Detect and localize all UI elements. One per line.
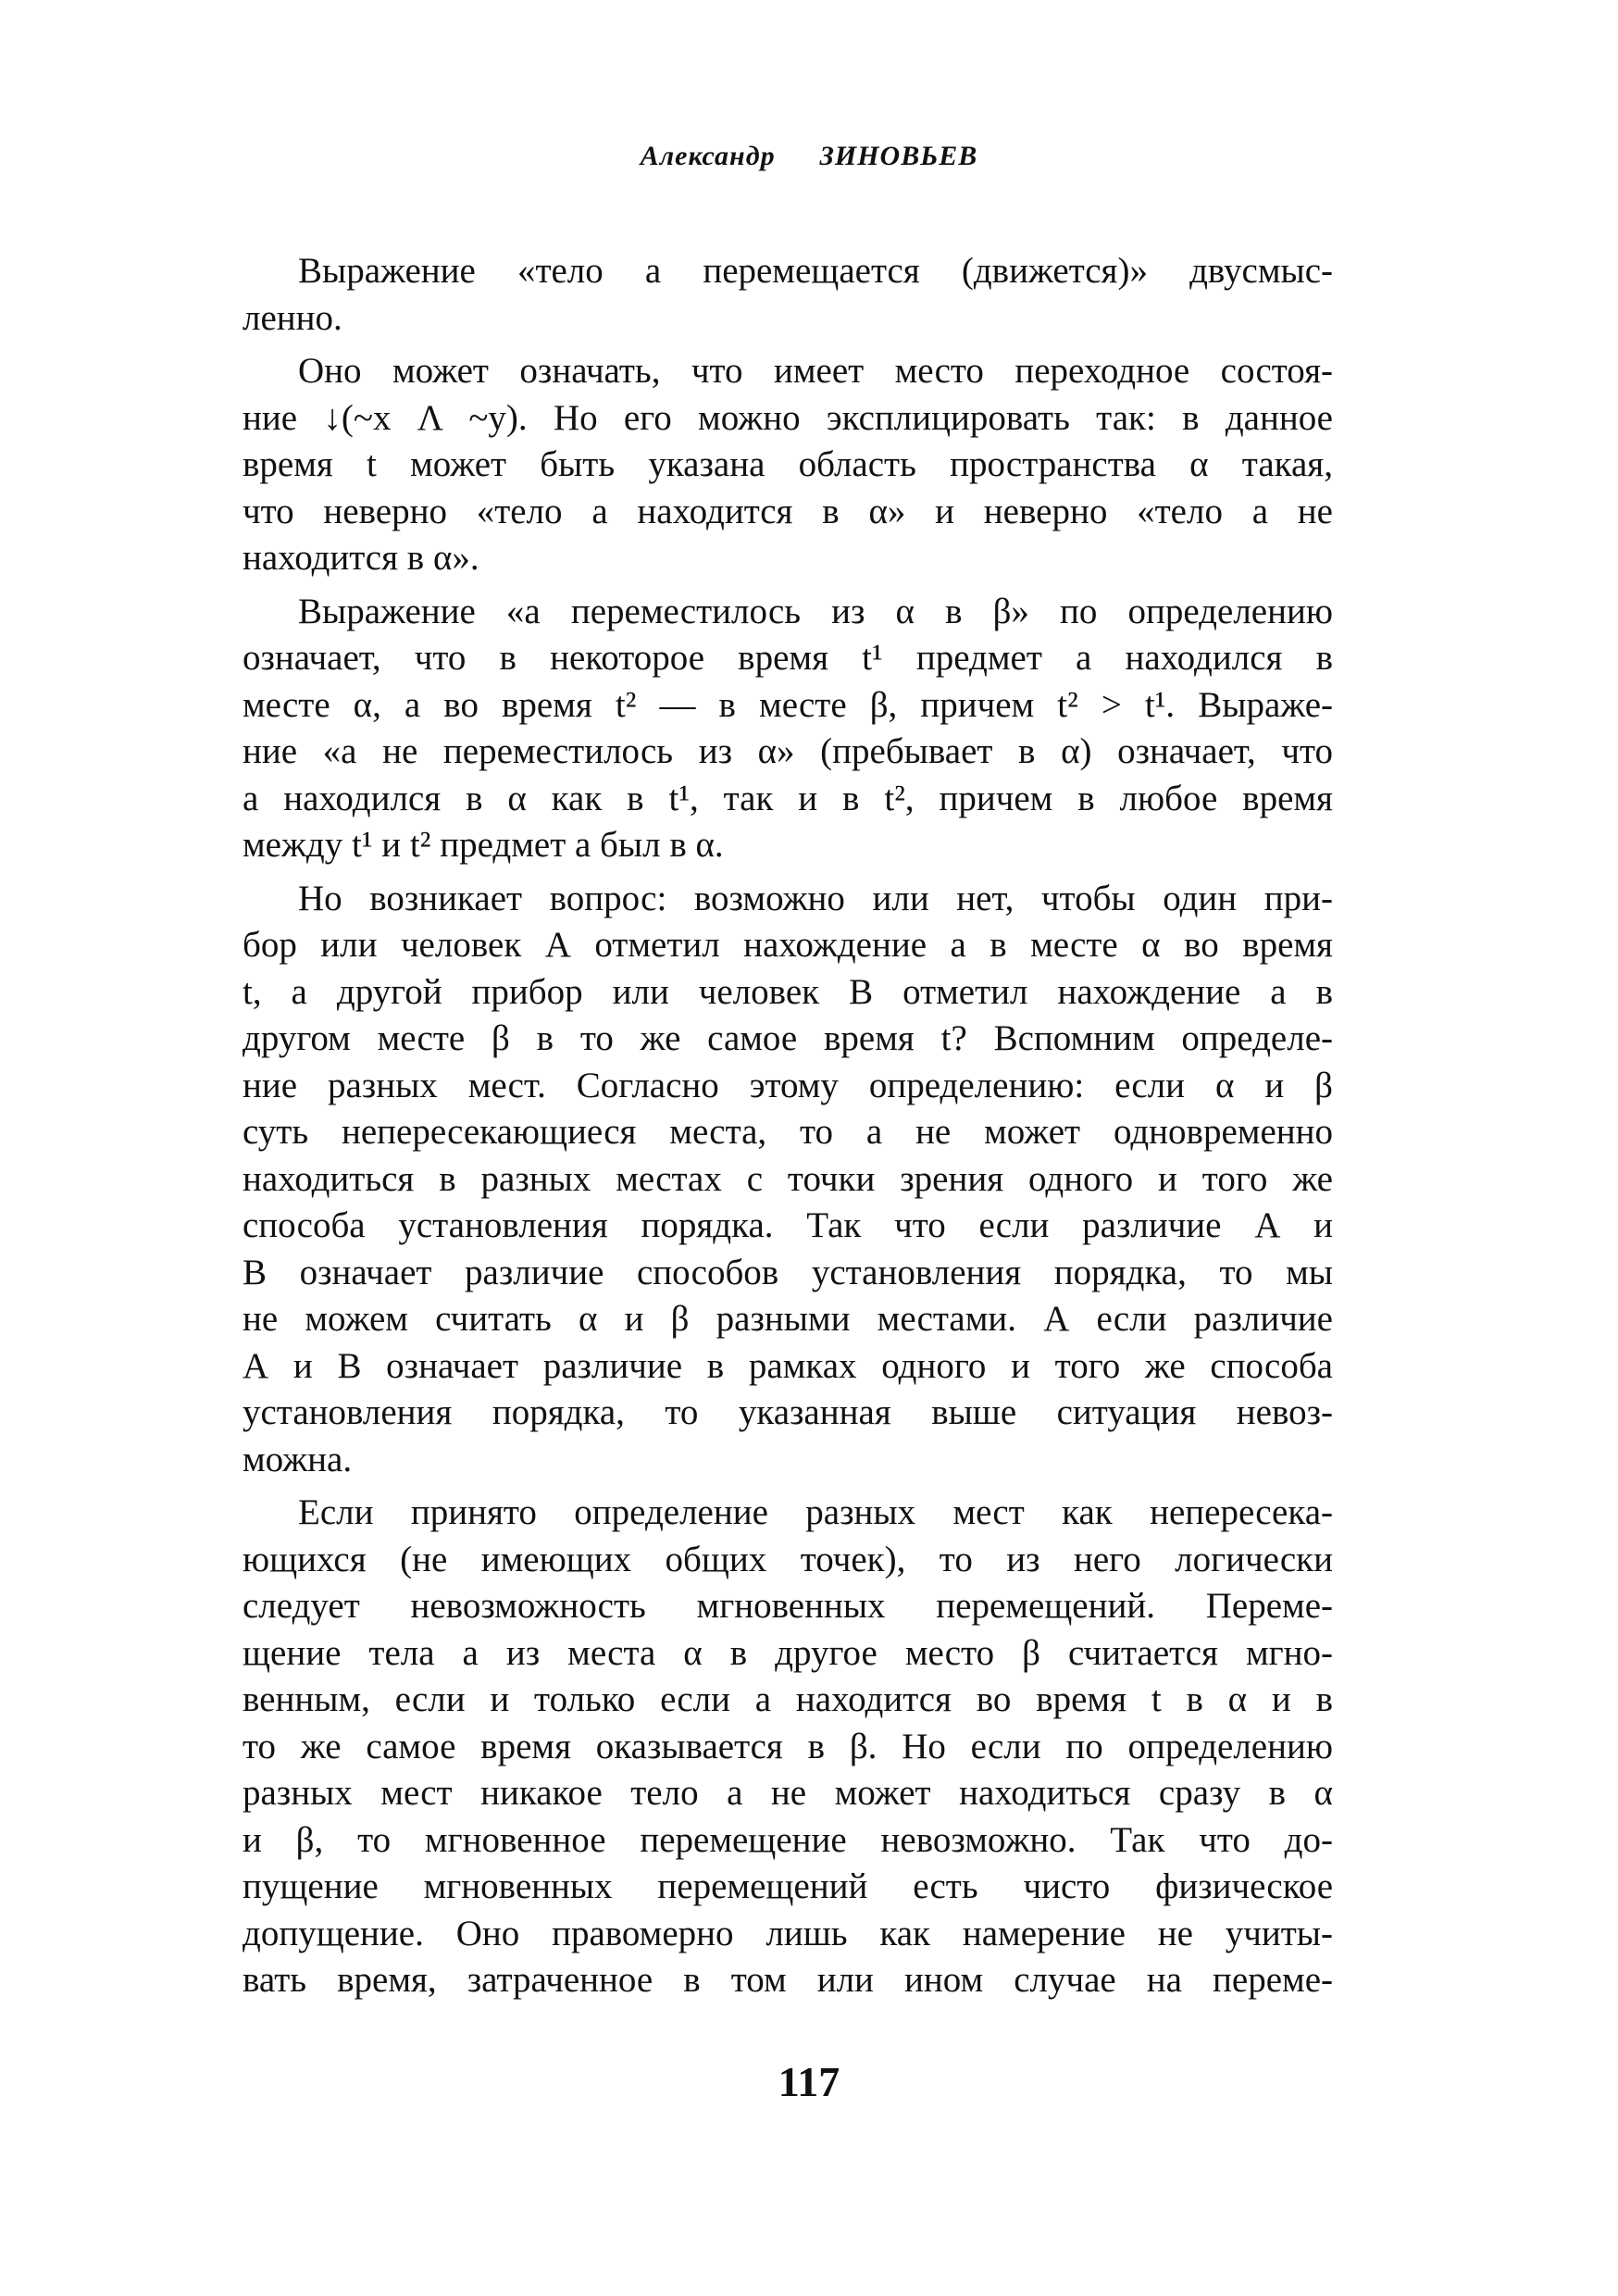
text-line: вать время, затраченное в том или ином случае на переме- [243,1960,1333,2000]
text-line: суть непересекающиеся места, то а не может одновременно [243,1112,1333,1152]
text-line: а находился в α как в t¹, так и в t², причем в любое время [243,778,1333,818]
text-line: венным, если и только если а находится во время t в α и в [243,1679,1333,1719]
text-line: пущение мгновенных перемещений есть чисто физическое [243,1866,1333,1906]
text-line: то же самое время оказывается в β. Но если по определению [243,1726,1333,1766]
text-line: способа установления порядка. Так что если различие А и [243,1205,1333,1245]
text-line: Оно может означать, что имеет место переходное состоя- [298,351,1333,391]
paragraph [243,1490,1333,2004]
text-line: бор или человек А отметил нахождение а в месте α во время [243,925,1333,965]
author-first-name: Александр [640,141,776,171]
running-head [0,141,1618,172]
text-line: В означает различие способов установления порядка, то мы [243,1252,1333,1292]
paragraph [243,348,1333,582]
text-line: t, а другой прибор или человек В отметил нахождение а в [243,971,1333,1012]
text-line: не можем считать α и β разными местами. А если различие [243,1299,1333,1339]
text-line: ленно. [243,297,342,338]
text-line: находиться в разных местах с точки зрения одного и того же [243,1158,1333,1199]
text-line: другом месте β в то же самое время t? Вспомним определе- [243,1018,1333,1058]
text-line: разных мест никакое тело а не может находиться сразу в α [243,1773,1333,1813]
text-line: между t¹ и t² предмет а был в α. [243,825,724,865]
text-line: установления порядка, то указанная выше ситуация невоз- [243,1392,1333,1432]
text-line: Но возникает вопрос: возможно или нет, чтобы один при- [298,878,1333,918]
text-line: ющихся (не имеющих общих точек), то из него логически [243,1539,1333,1579]
paragraph [243,589,1333,869]
page-number: 117 [778,2058,840,2105]
text-line: Если принято определение разных мест как непересека- [298,1492,1333,1532]
paragraph [243,248,1333,342]
author-last-name: ЗИНОВЬЕВ [819,141,978,171]
text-line: допущение. Оно правомерно лишь как намерение не учиты- [243,1913,1333,1953]
text-line: означает, что в некоторое время t¹ предмет а находился в [243,638,1333,678]
paragraph [243,876,1333,1484]
text-line: щение тела а из места α в другое место β считается мгно- [243,1632,1333,1673]
text-line: ние «а не переместилось из α» (пребывает в α) означает, что [243,731,1333,771]
text-line: месте α, а во время t² — в месте β, причем t² > t¹. Выраже- [243,684,1333,725]
text-line: находится в α». [243,538,479,578]
text-line: что неверно «тело а находится в α» и неверно «тело а не [243,491,1333,531]
text-line: время t может быть указана область пространства α такая, [243,444,1333,484]
text-line: ние ↓(~x Λ ~y). Но его можно эксплицировать так: в данное [243,397,1333,438]
text-line: А и В означает различие в рамках одного и того же способа [243,1345,1333,1386]
text-line: Выражение «а переместилось из α в β» по определению [298,591,1333,631]
body-text [243,248,1333,2011]
text-line: следует невозможность мгновенных перемещений. Переме- [243,1586,1333,1626]
text-line: Выражение «тело а перемещается (движется)» двусмыс- [298,251,1333,291]
text-line: и β, то мгновенное перемещение невозможно. Так что до- [243,1819,1333,1860]
text-line: ние разных мест. Согласно этому определению: если α и β [243,1065,1333,1105]
text-line: можна. [243,1439,353,1479]
